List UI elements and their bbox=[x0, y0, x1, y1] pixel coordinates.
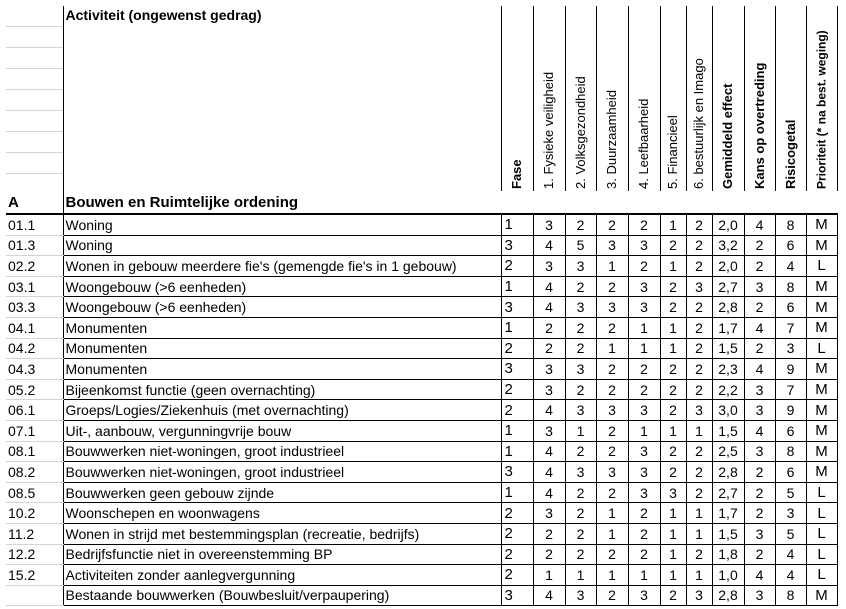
table-row bbox=[6, 441, 837, 462]
cell-prioriteit: M bbox=[806, 214, 837, 235]
cell-score-leefbaarheid: 2 bbox=[628, 379, 660, 400]
table-row bbox=[6, 276, 837, 297]
cell-risicogetal: 6 bbox=[775, 462, 806, 483]
cell-score-financieel: 2 bbox=[660, 585, 686, 606]
cell-score-duurzaamheid: 2 bbox=[596, 359, 628, 380]
cell-score-financieel: 2 bbox=[660, 462, 686, 483]
row-code: 03.1 bbox=[6, 276, 63, 297]
cell-prioriteit: M bbox=[806, 420, 837, 441]
row-code: 08.5 bbox=[6, 482, 63, 503]
col-header-kans-op-overtreding: Kans op overtreding bbox=[744, 6, 775, 191]
row-code: 12.2 bbox=[6, 544, 63, 565]
row-activity: Bijeenkomst functie (geen overnachting) bbox=[63, 379, 501, 400]
cell-fase: 2 bbox=[501, 400, 533, 421]
cell-score-financieel: 1 bbox=[660, 523, 686, 544]
row-code: 04.1 bbox=[6, 317, 63, 338]
cell-fase: 2 bbox=[501, 256, 533, 277]
cell-score-duurzaamheid: 1 bbox=[596, 256, 628, 277]
row-code: 06.1 bbox=[6, 400, 63, 421]
cell-score-volksgezondheid: 3 bbox=[565, 585, 596, 606]
cell-score-duurzaamheid: 2 bbox=[596, 585, 628, 606]
row-activity: Woning bbox=[63, 235, 501, 256]
cell-score-financieel: 2 bbox=[660, 276, 686, 297]
cell-score-duurzaamheid: 2 bbox=[596, 441, 628, 462]
table-row bbox=[6, 400, 837, 421]
table-row bbox=[6, 503, 837, 524]
cell-fase: 1 bbox=[501, 482, 533, 503]
cell-risicogetal: 3 bbox=[775, 338, 806, 359]
cell-kans-op-overtreding: 4 bbox=[744, 317, 775, 338]
cell-score-fysieke-veiligheid: 4 bbox=[533, 297, 565, 318]
row-activity: Bouwwerken geen gebouw zijnde bbox=[63, 482, 501, 503]
cell-score-duurzaamheid: 1 bbox=[596, 338, 628, 359]
cell-gemiddeld-effect: 2,0 bbox=[712, 214, 744, 235]
cell-risicogetal: 9 bbox=[775, 359, 806, 380]
cell-gemiddeld-effect: 2,8 bbox=[712, 297, 744, 318]
cell-score-bestuurlijk-imago: 1 bbox=[686, 523, 712, 544]
cell-score-financieel: 1 bbox=[660, 420, 686, 441]
cell-kans-op-overtreding: 3 bbox=[744, 585, 775, 606]
cell-gemiddeld-effect: 1,5 bbox=[712, 523, 744, 544]
table-row bbox=[6, 214, 837, 235]
cell-prioriteit: M bbox=[806, 400, 837, 421]
cell-score-fysieke-veiligheid: 3 bbox=[533, 503, 565, 524]
cell-score-volksgezondheid: 2 bbox=[565, 441, 596, 462]
table-row bbox=[6, 462, 837, 483]
cell-prioriteit: L bbox=[806, 523, 837, 544]
cell-score-financieel: 2 bbox=[660, 359, 686, 380]
cell-score-duurzaamheid: 2 bbox=[596, 214, 628, 235]
cell-score-duurzaamheid: 2 bbox=[596, 482, 628, 503]
cell-kans-op-overtreding: 2 bbox=[744, 462, 775, 483]
cell-fase: 3 bbox=[501, 359, 533, 380]
cell-score-volksgezondheid: 2 bbox=[565, 214, 596, 235]
cell-score-duurzaamheid: 3 bbox=[596, 400, 628, 421]
risk-matrix-table bbox=[6, 6, 838, 606]
row-code: 05.2 bbox=[6, 379, 63, 400]
cell-score-duurzaamheid: 3 bbox=[596, 297, 628, 318]
cell-score-leefbaarheid: 2 bbox=[628, 214, 660, 235]
cell-score-volksgezondheid: 3 bbox=[565, 400, 596, 421]
cell-prioriteit: L bbox=[806, 565, 837, 586]
col-header-financieel: 5. Financieel bbox=[660, 6, 686, 191]
row-activity: Woning bbox=[63, 214, 501, 235]
cell-score-fysieke-veiligheid: 2 bbox=[533, 523, 565, 544]
row-activity: Woongebouw (>6 eenheden) bbox=[63, 297, 501, 318]
cell-risicogetal: 5 bbox=[775, 482, 806, 503]
cell-fase: 2 bbox=[501, 523, 533, 544]
cell-score-bestuurlijk-imago: 2 bbox=[686, 462, 712, 483]
cell-prioriteit: M bbox=[806, 441, 837, 462]
cell-score-fysieke-veiligheid: 3 bbox=[533, 256, 565, 277]
cell-risicogetal: 7 bbox=[775, 317, 806, 338]
cell-score-bestuurlijk-imago: 2 bbox=[686, 235, 712, 256]
cell-score-leefbaarheid: 2 bbox=[628, 544, 660, 565]
cell-prioriteit: M bbox=[806, 317, 837, 338]
row-code: 04.3 bbox=[6, 359, 63, 380]
cell-gemiddeld-effect: 2,0 bbox=[712, 256, 744, 277]
table-row bbox=[6, 482, 837, 503]
table-row bbox=[6, 256, 837, 277]
cell-score-volksgezondheid: 2 bbox=[565, 317, 596, 338]
section-row bbox=[6, 191, 837, 214]
row-activity: Woongebouw (>6 eenheden) bbox=[63, 276, 501, 297]
cell-score-fysieke-veiligheid: 4 bbox=[533, 462, 565, 483]
row-code: 03.3 bbox=[6, 297, 63, 318]
table-row bbox=[6, 420, 837, 441]
cell-prioriteit: M bbox=[806, 379, 837, 400]
cell-score-duurzaamheid: 2 bbox=[596, 420, 628, 441]
cell-score-bestuurlijk-imago: 3 bbox=[686, 276, 712, 297]
cell-score-fysieke-veiligheid: 3 bbox=[533, 420, 565, 441]
cell-score-fysieke-veiligheid: 3 bbox=[533, 379, 565, 400]
cell-prioriteit: L bbox=[806, 503, 837, 524]
row-code: 08.1 bbox=[6, 441, 63, 462]
cell-risicogetal: 8 bbox=[775, 276, 806, 297]
cell-score-fysieke-veiligheid: 1 bbox=[533, 565, 565, 586]
cell-prioriteit: M bbox=[806, 359, 837, 380]
cell-score-financieel: 2 bbox=[660, 297, 686, 318]
cell-risicogetal: 4 bbox=[775, 565, 806, 586]
col-header-volksgezondheid: 2. Volksgezondheid bbox=[565, 6, 596, 191]
cell-fase: 1 bbox=[501, 317, 533, 338]
cell-score-financieel: 1 bbox=[660, 338, 686, 359]
cell-score-bestuurlijk-imago: 1 bbox=[686, 420, 712, 441]
cell-risicogetal: 3 bbox=[775, 503, 806, 524]
cell-prioriteit: M bbox=[806, 297, 837, 318]
cell-score-financieel: 2 bbox=[660, 400, 686, 421]
cell-kans-op-overtreding: 4 bbox=[744, 214, 775, 235]
cell-fase: 1 bbox=[501, 441, 533, 462]
table-row bbox=[6, 523, 837, 544]
cell-score-duurzaamheid: 2 bbox=[596, 317, 628, 338]
cell-gemiddeld-effect: 2,3 bbox=[712, 359, 744, 380]
cell-score-volksgezondheid: 2 bbox=[565, 482, 596, 503]
cell-score-volksgezondheid: 3 bbox=[565, 256, 596, 277]
cell-score-duurzaamheid: 3 bbox=[596, 235, 628, 256]
cell-score-bestuurlijk-imago: 1 bbox=[686, 503, 712, 524]
cell-fase: 2 bbox=[501, 379, 533, 400]
cell-score-fysieke-veiligheid: 4 bbox=[533, 482, 565, 503]
row-activity: Activiteiten zonder aanlegvergunning bbox=[63, 565, 501, 586]
cell-prioriteit: M bbox=[806, 462, 837, 483]
cell-score-bestuurlijk-imago: 3 bbox=[686, 400, 712, 421]
cell-score-fysieke-veiligheid: 2 bbox=[533, 317, 565, 338]
header-blank-cell bbox=[6, 6, 63, 191]
cell-gemiddeld-effect: 1,8 bbox=[712, 544, 744, 565]
row-activity: Bedrijfsfunctie niet in overeenstemming BP bbox=[63, 544, 501, 565]
table-row bbox=[6, 565, 837, 586]
cell-score-fysieke-veiligheid: 4 bbox=[533, 276, 565, 297]
col-header-fysieke-veiligheid: 1. Fysieke veiligheid bbox=[533, 6, 565, 191]
cell-score-leefbaarheid: 1 bbox=[628, 338, 660, 359]
cell-risicogetal: 8 bbox=[775, 441, 806, 462]
cell-score-fysieke-veiligheid: 4 bbox=[533, 585, 565, 606]
row-code: 08.2 bbox=[6, 462, 63, 483]
col-header-duurzaamheid: 3. Duurzaamheid bbox=[596, 6, 628, 191]
cell-fase: 2 bbox=[501, 503, 533, 524]
cell-gemiddeld-effect: 2,7 bbox=[712, 482, 744, 503]
cell-score-leefbaarheid: 2 bbox=[628, 256, 660, 277]
cell-fase: 3 bbox=[501, 585, 533, 606]
row-code: 07.1 bbox=[6, 420, 63, 441]
cell-prioriteit: L bbox=[806, 482, 837, 503]
cell-score-volksgezondheid: 2 bbox=[565, 503, 596, 524]
cell-gemiddeld-effect: 2,7 bbox=[712, 276, 744, 297]
cell-kans-op-overtreding: 4 bbox=[744, 565, 775, 586]
row-code: 04.2 bbox=[6, 338, 63, 359]
cell-score-volksgezondheid: 2 bbox=[565, 276, 596, 297]
cell-score-leefbaarheid: 3 bbox=[628, 441, 660, 462]
cell-score-financieel: 1 bbox=[660, 256, 686, 277]
cell-fase: 1 bbox=[501, 276, 533, 297]
cell-risicogetal: 6 bbox=[775, 297, 806, 318]
cell-score-bestuurlijk-imago: 1 bbox=[686, 565, 712, 586]
cell-score-duurzaamheid: 2 bbox=[596, 544, 628, 565]
cell-risicogetal: 4 bbox=[775, 544, 806, 565]
cell-score-financieel: 1 bbox=[660, 214, 686, 235]
cell-score-leefbaarheid: 3 bbox=[628, 462, 660, 483]
cell-gemiddeld-effect: 3,0 bbox=[712, 400, 744, 421]
cell-kans-op-overtreding: 3 bbox=[744, 276, 775, 297]
cell-fase: 2 bbox=[501, 338, 533, 359]
cell-kans-op-overtreding: 2 bbox=[744, 338, 775, 359]
col-header-leefbaarheid: 4. Leefbaarheid bbox=[628, 6, 660, 191]
row-activity: Bestaande bouwwerken (Bouwbesluit/verpaupering) bbox=[63, 585, 501, 606]
cell-fase: 3 bbox=[501, 235, 533, 256]
cell-score-duurzaamheid: 2 bbox=[596, 276, 628, 297]
cell-score-fysieke-veiligheid: 2 bbox=[533, 338, 565, 359]
cell-score-duurzaamheid: 1 bbox=[596, 565, 628, 586]
section-code: A bbox=[6, 191, 63, 214]
cell-gemiddeld-effect: 1,5 bbox=[712, 420, 744, 441]
cell-score-bestuurlijk-imago: 2 bbox=[686, 482, 712, 503]
cell-score-financieel: 1 bbox=[660, 503, 686, 524]
row-code: 10.2 bbox=[6, 503, 63, 524]
cell-score-bestuurlijk-imago: 2 bbox=[686, 256, 712, 277]
row-code: 01.3 bbox=[6, 235, 63, 256]
cell-score-volksgezondheid: 2 bbox=[565, 544, 596, 565]
cell-score-bestuurlijk-imago: 2 bbox=[686, 214, 712, 235]
cell-score-leefbaarheid: 2 bbox=[628, 359, 660, 380]
cell-gemiddeld-effect: 2,5 bbox=[712, 441, 744, 462]
cell-prioriteit: L bbox=[806, 256, 837, 277]
row-activity: Groeps/Logies/Ziekenhuis (met overnachting) bbox=[63, 400, 501, 421]
cell-score-bestuurlijk-imago: 2 bbox=[686, 297, 712, 318]
cell-score-bestuurlijk-imago: 2 bbox=[686, 317, 712, 338]
cell-fase: 3 bbox=[501, 297, 533, 318]
cell-score-volksgezondheid: 1 bbox=[565, 420, 596, 441]
table-row bbox=[6, 359, 837, 380]
cell-kans-op-overtreding: 3 bbox=[744, 379, 775, 400]
table-row bbox=[6, 235, 837, 256]
cell-gemiddeld-effect: 1,7 bbox=[712, 503, 744, 524]
cell-kans-op-overtreding: 2 bbox=[744, 256, 775, 277]
cell-score-leefbaarheid: 3 bbox=[628, 276, 660, 297]
cell-risicogetal: 5 bbox=[775, 523, 806, 544]
cell-score-bestuurlijk-imago: 2 bbox=[686, 441, 712, 462]
cell-score-leefbaarheid: 1 bbox=[628, 420, 660, 441]
cell-risicogetal: 9 bbox=[775, 400, 806, 421]
row-code: 02.2 bbox=[6, 256, 63, 277]
cell-risicogetal: 8 bbox=[775, 214, 806, 235]
header-row bbox=[6, 6, 837, 191]
cell-gemiddeld-effect: 2,2 bbox=[712, 379, 744, 400]
cell-risicogetal: 8 bbox=[775, 585, 806, 606]
row-activity: Monumenten bbox=[63, 317, 501, 338]
cell-score-bestuurlijk-imago: 2 bbox=[686, 359, 712, 380]
row-code: 15.2 bbox=[6, 565, 63, 586]
cell-kans-op-overtreding: 4 bbox=[744, 359, 775, 380]
cell-fase: 1 bbox=[501, 420, 533, 441]
cell-risicogetal: 4 bbox=[775, 256, 806, 277]
cell-score-fysieke-veiligheid: 3 bbox=[533, 214, 565, 235]
cell-score-leefbaarheid: 3 bbox=[628, 585, 660, 606]
row-activity: Bouwwerken niet-woningen, groot industrieel bbox=[63, 441, 501, 462]
cell-score-fysieke-veiligheid: 2 bbox=[533, 544, 565, 565]
cell-fase: 2 bbox=[501, 544, 533, 565]
cell-score-leefbaarheid: 3 bbox=[628, 400, 660, 421]
cell-score-volksgezondheid: 3 bbox=[565, 359, 596, 380]
table-row bbox=[6, 338, 837, 359]
cell-kans-op-overtreding: 3 bbox=[744, 523, 775, 544]
cell-score-volksgezondheid: 2 bbox=[565, 523, 596, 544]
cell-gemiddeld-effect: 2,8 bbox=[712, 585, 744, 606]
cell-score-leefbaarheid: 3 bbox=[628, 235, 660, 256]
col-header-fase: Fase bbox=[501, 6, 533, 191]
row-activity: Wonen in strijd met bestemmingsplan (recreatie, bedrijfs) bbox=[63, 523, 501, 544]
cell-score-bestuurlijk-imago: 2 bbox=[686, 338, 712, 359]
row-activity: Wonen in gebouw meerdere fie's (gemengde fie's in 1 gebouw) bbox=[63, 256, 501, 277]
cell-score-duurzaamheid: 3 bbox=[596, 462, 628, 483]
cell-score-volksgezondheid: 1 bbox=[565, 565, 596, 586]
cell-score-leefbaarheid: 2 bbox=[628, 523, 660, 544]
cell-kans-op-overtreding: 2 bbox=[744, 297, 775, 318]
cell-score-volksgezondheid: 2 bbox=[565, 379, 596, 400]
col-header-risicogetal: Risicogetal bbox=[775, 6, 806, 191]
cell-score-volksgezondheid: 5 bbox=[565, 235, 596, 256]
cell-fase: 1 bbox=[501, 214, 533, 235]
cell-score-duurzaamheid: 2 bbox=[596, 379, 628, 400]
cell-score-bestuurlijk-imago: 3 bbox=[686, 585, 712, 606]
cell-gemiddeld-effect: 3,2 bbox=[712, 235, 744, 256]
cell-score-leefbaarheid: 2 bbox=[628, 503, 660, 524]
cell-score-financieel: 3 bbox=[660, 482, 686, 503]
cell-prioriteit: L bbox=[806, 544, 837, 565]
cell-fase: 2 bbox=[501, 565, 533, 586]
cell-score-leefbaarheid: 1 bbox=[628, 565, 660, 586]
cell-score-volksgezondheid: 3 bbox=[565, 297, 596, 318]
row-activity: Monumenten bbox=[63, 359, 501, 380]
cell-score-fysieke-veiligheid: 4 bbox=[533, 441, 565, 462]
col-header-gemiddeld-effect: Gemiddeld effect bbox=[712, 6, 744, 191]
cell-score-financieel: 2 bbox=[660, 441, 686, 462]
cell-kans-op-overtreding: 2 bbox=[744, 544, 775, 565]
cell-score-volksgezondheid: 3 bbox=[565, 462, 596, 483]
table-row bbox=[6, 297, 837, 318]
row-code bbox=[6, 585, 63, 606]
cell-score-volksgezondheid: 2 bbox=[565, 338, 596, 359]
row-activity: Bouwwerken niet-woningen, groot industrieel bbox=[63, 462, 501, 483]
cell-score-fysieke-veiligheid: 4 bbox=[533, 400, 565, 421]
table-row bbox=[6, 379, 837, 400]
cell-gemiddeld-effect: 1,5 bbox=[712, 338, 744, 359]
cell-score-duurzaamheid: 1 bbox=[596, 503, 628, 524]
cell-kans-op-overtreding: 3 bbox=[744, 441, 775, 462]
cell-score-leefbaarheid: 3 bbox=[628, 482, 660, 503]
row-activity: Monumenten bbox=[63, 338, 501, 359]
cell-score-bestuurlijk-imago: 2 bbox=[686, 379, 712, 400]
row-code: 01.1 bbox=[6, 214, 63, 235]
cell-score-financieel: 2 bbox=[660, 235, 686, 256]
cell-kans-op-overtreding: 4 bbox=[744, 420, 775, 441]
cell-risicogetal: 6 bbox=[775, 235, 806, 256]
cell-score-fysieke-veiligheid: 3 bbox=[533, 359, 565, 380]
row-code: 11.2 bbox=[6, 523, 63, 544]
cell-score-financieel: 1 bbox=[660, 565, 686, 586]
row-activity: Woonschepen en woonwagens bbox=[63, 503, 501, 524]
table-row bbox=[6, 544, 837, 565]
cell-prioriteit: M bbox=[806, 585, 837, 606]
cell-kans-op-overtreding: 2 bbox=[744, 482, 775, 503]
cell-score-bestuurlijk-imago: 2 bbox=[686, 544, 712, 565]
cell-score-duurzaamheid: 1 bbox=[596, 523, 628, 544]
cell-score-financieel: 1 bbox=[660, 317, 686, 338]
row-activity: Uit-, aanbouw, vergunningvrije bouw bbox=[63, 420, 501, 441]
activity-header: Activiteit (ongewenst gedrag) bbox=[63, 6, 501, 191]
cell-kans-op-overtreding: 2 bbox=[744, 503, 775, 524]
table-row bbox=[6, 585, 837, 606]
cell-fase: 3 bbox=[501, 462, 533, 483]
cell-score-leefbaarheid: 1 bbox=[628, 317, 660, 338]
cell-risicogetal: 6 bbox=[775, 420, 806, 441]
cell-score-financieel: 1 bbox=[660, 544, 686, 565]
cell-gemiddeld-effect: 1,7 bbox=[712, 317, 744, 338]
cell-score-fysieke-veiligheid: 4 bbox=[533, 235, 565, 256]
col-header-prioriteit: Prioriteit (* na best. weging) bbox=[806, 6, 837, 191]
cell-gemiddeld-effect: 2,8 bbox=[712, 462, 744, 483]
cell-score-financieel: 2 bbox=[660, 379, 686, 400]
cell-score-leefbaarheid: 3 bbox=[628, 297, 660, 318]
cell-gemiddeld-effect: 1,0 bbox=[712, 565, 744, 586]
cell-kans-op-overtreding: 2 bbox=[744, 235, 775, 256]
cell-risicogetal: 7 bbox=[775, 379, 806, 400]
col-header-bestuurlijk-imago: 6. bestuurlijk en Imago bbox=[686, 6, 712, 191]
cell-prioriteit: L bbox=[806, 338, 837, 359]
section-title: Bouwen en Ruimtelijke ordening bbox=[63, 191, 837, 214]
table-row bbox=[6, 317, 837, 338]
cell-prioriteit: M bbox=[806, 276, 837, 297]
cell-prioriteit: M bbox=[806, 235, 837, 256]
cell-kans-op-overtreding: 3 bbox=[744, 400, 775, 421]
